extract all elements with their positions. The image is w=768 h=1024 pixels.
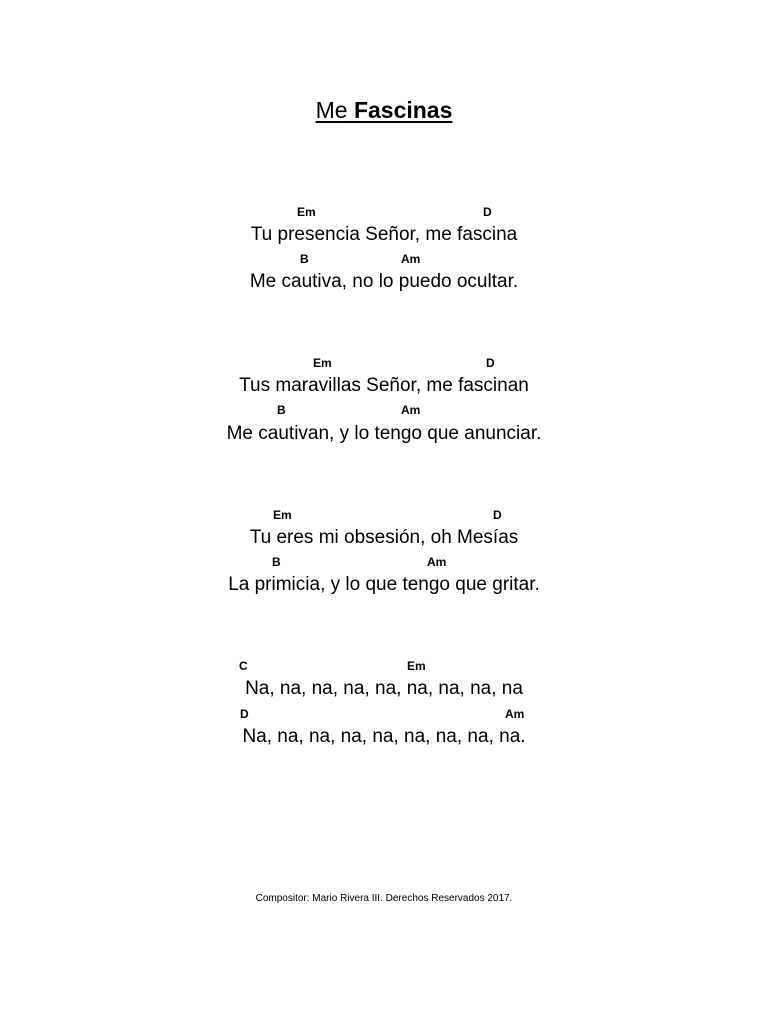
chord: B [277, 403, 286, 417]
chord: Em [273, 508, 292, 522]
chord: Am [401, 252, 421, 266]
song-title-first: Me [315, 97, 348, 123]
footer-credit: Compositor: Mario Rivera III. Derechos Reservados 2017. [255, 893, 513, 904]
song-title [0, 97, 768, 124]
chord: D [493, 508, 502, 522]
lyric-line: Na, na, na, na, na, na, na, na, na. [242, 726, 526, 747]
chord: Em [297, 205, 316, 219]
chord: Em [313, 356, 332, 370]
lyric-line: Me cautivan, y lo tengo que anunciar. [226, 423, 542, 444]
chord: Em [407, 659, 426, 673]
chord: Am [505, 707, 525, 721]
lyric-line: Na, na, na, na, na, na, na, na, na [245, 678, 523, 699]
chord: Am [401, 403, 421, 417]
chord: B [272, 555, 281, 569]
chord: D [240, 707, 249, 721]
chord: D [486, 356, 495, 370]
lyric-line: Me cautiva, no lo puedo ocultar. [249, 271, 519, 292]
lyric-line: Tus maravillas Señor, me fascinan [239, 375, 529, 396]
chord: Am [427, 555, 447, 569]
chord: B [300, 252, 309, 266]
chord: C [239, 659, 248, 673]
lyric-line: Tu presencia Señor, me fascina [250, 224, 518, 245]
chord: D [483, 205, 492, 219]
lyric-line: La primicia, y lo que tengo que gritar. [228, 574, 540, 595]
song-title-second: Fascinas [353, 97, 453, 123]
lyric-line: Tu eres mi obsesión, oh Mesías [249, 527, 519, 548]
